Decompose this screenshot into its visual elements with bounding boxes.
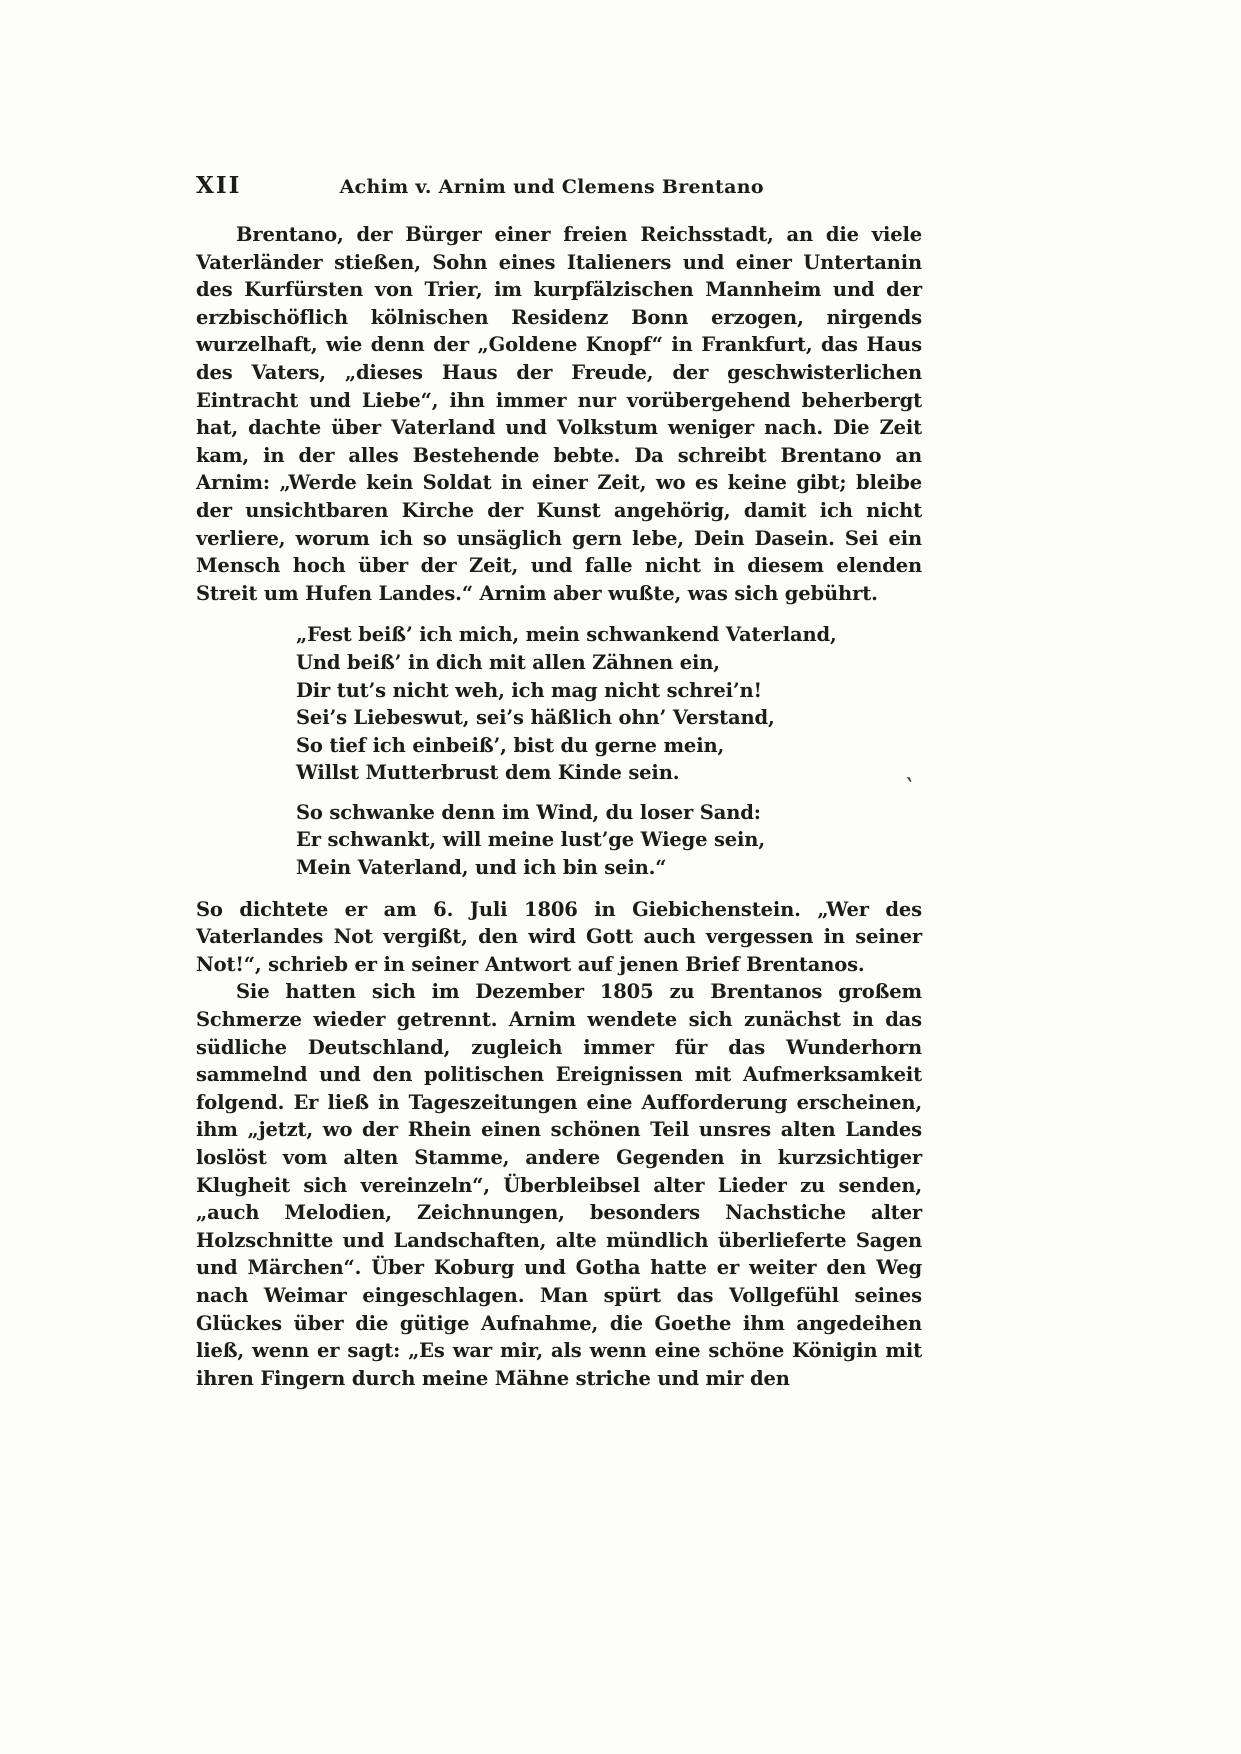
poem-line: Und beiß’ in dich mit allen Zähnen ein, <box>296 650 720 674</box>
stray-ink-mark: ` <box>900 774 917 802</box>
poem-line: Willst Mutterbrust dem Kinde sein. <box>296 761 680 785</box>
poem <box>196 621 922 881</box>
poem-line: So tief ich einbeiß’, bist du gerne mein, <box>296 733 725 757</box>
poem-line: So schwanke denn im Wind, du loser Sand: <box>296 800 761 824</box>
poem-line: „Fest beiß’ ich mich, mein schwankend Vaterland, <box>296 623 837 647</box>
text-block <box>196 172 922 1392</box>
poem-stanza-1 <box>296 621 922 787</box>
poem-stanza-2 <box>296 799 922 882</box>
poem-line: Er schwankt, will meine lust’ge Wiege sein, <box>296 828 765 852</box>
page-header <box>196 172 922 199</box>
paragraph-1: Brentano, der Bürger einer freien Reichsstadt, an die viele Vaterländer stießen, Sohn eines Italieners und einer Untertanin des Kurfürsten von Trier, im kurpfälzischen Mannheim und der erzbischöflich kölnischen Residenz Bonn erzogen, nirgends wurzelhaft, wie denn der „Goldene Knopf“ in Frankfurt, das Haus des Vaters, „dieses Haus der Freude, der geschwisterlichen Eintracht und Liebe“, ihn immer nur vorübergehend beherbergt hat, dachte über Vaterland und Volkstum weniger nach. Die Zeit kam, in der alles Bestehende bebte. Da schreibt Brentano an Arnim: „Werde kein Soldat in einer Zeit, wo es keine gibt; bleibe der unsichtbaren Kirche der Kunst angehörig, damit ich nicht verliere, worum ich so unsäglich gern lebe, Dein Dasein. Sei ein Mensch hoch über der Zeit, und falle nicht in diesem elenden Streit um Hufen Landes.“ Arnim aber wußte, was sich gebührt. <box>196 223 922 605</box>
poem-line: Sei’s Liebeswut, sei’s häßlich ohn’ Verstand, <box>296 706 775 730</box>
poem-line: Dir tut’s nicht weh, ich mag nicht schrei’n! <box>296 678 762 702</box>
paragraph-2: So dichtete er am 6. Juli 1806 in Giebichenstein. „Wer des Vaterlandes Not vergißt, den wird Gott auch vergessen in seiner Not!“, schrieb er in seiner Antwort auf jenen Brief Brentanos. <box>196 897 922 976</box>
paragraph-3: Sie hatten sich im Dezember 1805 zu Brentanos großem Schmerze wieder getrennt. Arnim wendete sich zunächst in das südliche Deutschland, zugleich immer für das Wunderhorn sammelnd und den politischen Ereignissen mit Aufmerksamkeit folgend. Er ließ in Tageszeitungen eine Aufforderung erscheinen, ihm „jetzt, wo der Rhein einen schönen Teil unsres alten Landes loslöst vom alten Stamme, andere Gegenden in kurzsichtiger Klugheit sich vereinzeln“, Überbleibsel alter Lieder zu senden, „auch Melodien, Zeichnungen, besonders Nachstiche alter Holzschnitte und Landschaften, alte mündlich überlieferte Sagen und Märchen“. Über Koburg und Gotha hatte er weiter den Weg nach Weimar eingeschlagen. Man spürt das Vollgefühl seines Glückes über die gütige Aufnahme, die Goethe ihm angedeihen ließ, wenn er sagt: „Es war mir, als wenn eine schöne Königin mit ihren Fingern durch meine Mähne striche und mir den <box>196 980 922 1390</box>
body-text <box>196 221 922 1392</box>
page-number: XII <box>196 172 242 199</box>
running-header: Achim v. Arnim und Clemens Brentano <box>339 176 764 198</box>
poem-line: Mein Vaterland, und ich bin sein.“ <box>296 856 667 880</box>
